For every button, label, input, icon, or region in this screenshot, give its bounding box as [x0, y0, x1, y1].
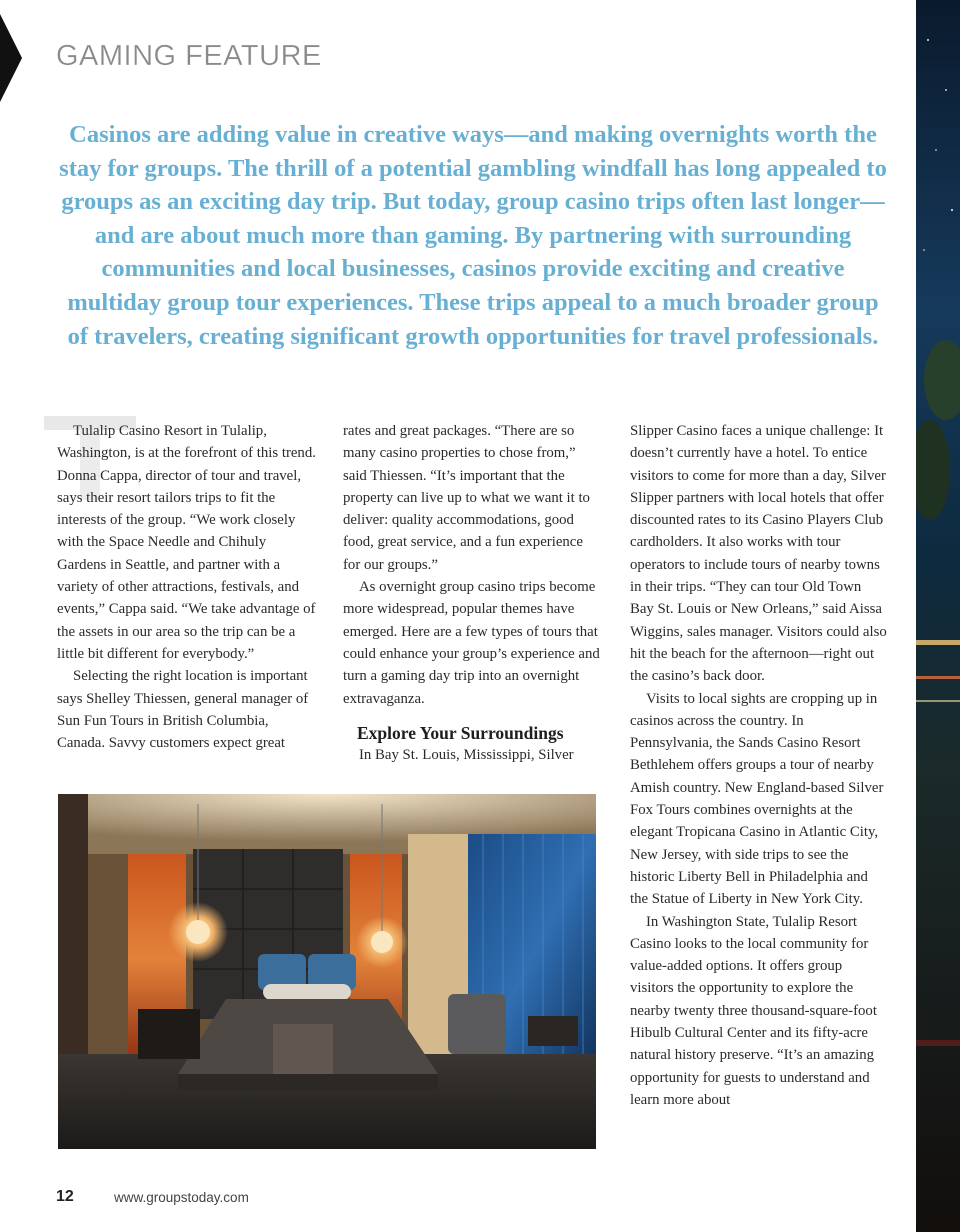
side-photo-strip [916, 0, 960, 1232]
subheading: Explore Your Surroundings [357, 722, 564, 743]
paragraph: Visits to local sights are cropping up in casinos across the country. In Pennsylvania, the Sands Casino Resort Bethlehem offers groups a tour of nearby Amish country. New England-based Silver Fox Tours combines overnights at the elegant Tropicana Casino in Atlantic City, New Jersey, with side trips to see the historic Liberty Bell in Philadelphia and the Statue of Liberty in New York City. [630, 690, 884, 908]
paragraph: In Bay St. Louis, Mississippi, Silver [359, 746, 574, 763]
paragraph: As overnight group casino trips become more widespread, popular themes have emerged. Here are a few types of tours that could enhance your group’s experience and turn a gaming day trip into an overnight extravaganza. [343, 579, 600, 707]
paragraph: rates and great packages. “There are so many casino properties to chose from,” said Thiessen. “It’s important that the property can live up to what we want it to deliver: quality accommodations, good food, great service, and a fun experience for our groups.” [343, 423, 590, 573]
section-label: GAMING FEATURE [56, 40, 322, 72]
article-column-2 [343, 420, 603, 766]
paragraph: Selecting the right location is important says Shelley Thiessen, general manager of Sun Fun Tours in British Columbia, Canada. Savvy customers expect great [57, 668, 309, 752]
hotel-room-photo [58, 794, 596, 1149]
intro-deck: Casinos are adding value in creative ways—and making overnights worth the stay for groups. The thrill of a potential gambling windfall has long appealed to groups as an exciting day trip. But today, group casino trips often last longer—and are about much more than gaming. By partnering with surrounding communities and local businesses, casinos provide exciting and creative multiday group tour experiences. These trips appeal to a much broader group of travelers, creating significant growth opportunities for travel professionals. [59, 121, 887, 350]
article-column-3 [630, 420, 888, 1111]
paragraph: Tulalip Casino Resort in Tulalip, Washington, is at the forefront of this trend. Donna Cappa, director of tour and travel, says their resort tailors trips to fit the interests of the group. “We work closely with the Space Needle and Chihuly Gardens in Seattle, and partner with a variety of other attractions, festivals, and events,” Cappa said. “We take advantage of the assets in our area so the trip can be a little bit different for everybody.” [57, 423, 316, 662]
corner-arrow-icon [0, 14, 22, 102]
footer-url: www.groupstoday.com [114, 1190, 249, 1205]
paragraph: Slipper Casino faces a unique challenge: It doesn’t currently have a hotel. To entice visitors to come for more than a day, Silver Slipper partners with local hotels that offer discounted rates to its Casino Players Club cardholders. It also works with tour operators to include tours of nearby towns in their trips. “They can tour Old Town Bay St. Louis or New Orleans,” said Aissa Wiggins, sales manager. Visitors could also hit the beach for the afternoon—right out the casino’s back door. [630, 423, 887, 685]
article-column-1 [57, 420, 316, 754]
paragraph: In Washington State, Tulalip Resort Casino looks to the local community for value-added options. It offers group visitors the opportunity to explore the nearby twenty three thousand-square-foot Hibulb Cultural Center and its fifty-acre natural history preserve. “It’s an amazing opportunity for guests to understand and learn more about [630, 913, 877, 1108]
page-number: 12 [56, 1188, 74, 1205]
